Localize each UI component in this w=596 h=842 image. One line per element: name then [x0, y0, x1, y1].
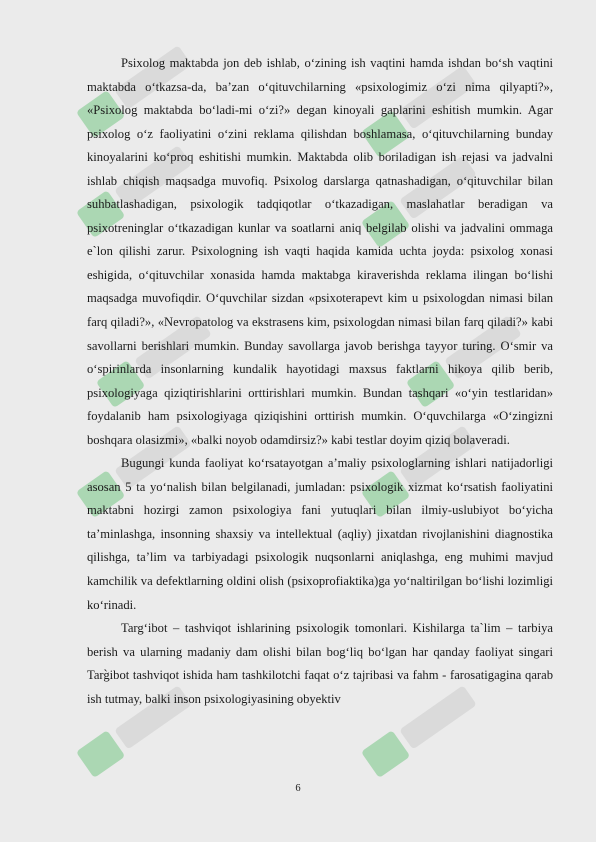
document-body — [87, 52, 553, 711]
paragraph: Bugungi kunda faoliyat ko‘rsatayotgan a’maliy psixologlarning ishlari natijadorligi asosan 5 ta yo‘nalish bilan belgilanadi, jumladan: psixologik xizmat ko‘rsatish faoliyatini maktabni hozirgi zamon psixologiya fani yutuqlari bilan ilmiy-uslubiyot bo‘yicha ta’minlashga, insonning shaxsiy va intellektual (aqliy) jixatdan rivojlanishini diagnostika qilishga, ta’lim va tarbiyadagi psixologik nuqsonlarni aniqlashga, eng muhimi mavjud kamchilik va defektlarning oldini olish (psixoprofiaktika)ga yo‘naltirilgan bo‘lishi lozimligi ko‘rinadi. — [87, 456, 553, 612]
paragraph: Targ‘ibot – tashviqot ishlarining psixologik tomonlari. Kishilarga ta`lim – tarbiya berish va ularning madaniy dam olishi bilan bog‘liq bo‘lgan har qanday faoliyat singari Targ̀ibot tashviqot ishida ham tashkilotchi faqat o‘z tajribasi va fahm - farosatigagina qarab ish tutmay, balki inson psixologiyasining obyektiv — [87, 621, 553, 706]
paragraph: Psixolog maktabda jon deb ishlab, o‘zining ish vaqtini hamda ishdan bo‘sh vaqtini maktabda o‘tkazsa-da, ba’zan o‘qituvchilarning «psixologimiz o‘zi nima qilyapti?», «Psixolog maktabda bo‘ladi-mi o‘zi?» degan kinoyali gaplarini eshitish mumkin. Agar psixolog o‘z faoliyatini o‘zini reklama qilishdan boshlamasa, o‘qituvchilarning bunday kinoyalarini ko‘proq eshitishi mumkin. Maktabda olib boriladigan ish rejasi va jadvalni ishlab chiqish maqsadga muvofiq. Psixolog darslarga qatnashadigan, o‘qituvchilar bilan suhbatlashadigan, psixologik tadqiqotlar o‘tkazadigan, maslahatlar beradigan va psixotreninglar o‘tkazadigan kunlar va soatlarni aniq belgilab olishi va jadvalini ommaga e`lon qilishi zarur. Psixologning ish vaqti haqida kamida uchta joyda: psixolog xonasi eshigida, o‘qituvchilar xonasida hamda maktabga kiraverishda reklama ilingan bo‘lishi maqsadga muvofiqdir. O‘quvchilar sizdan «psixoterapevt kim u psixologdan nimasi bilan farq qiladi?», «Nevropatolog va ekstrasens kim, psixologdan nimasi bilan farq qiladi?» kabi savollarni berishlari mumkin. Bunday savollarga javob berishga tayyor turing. O‘smir va o‘spirinlarda insonlarning kundalik hayotidagi maxsus faktlarni hikoya qilib berib, psixologiyaga qiziqtirishlarini orttirishlari mumkin. Bundan tashqari «o‘yin testlaridan» foydalanib ham psixologiyaga qiziqishini orttirish mumkin. O‘quvchilarga «O‘zingizni boshqara olasizmi», «balki noyob odamdirsiz?» kabi testlar doyim qiziq bolaveradi. — [87, 56, 553, 447]
page-number: 6 — [295, 783, 301, 794]
